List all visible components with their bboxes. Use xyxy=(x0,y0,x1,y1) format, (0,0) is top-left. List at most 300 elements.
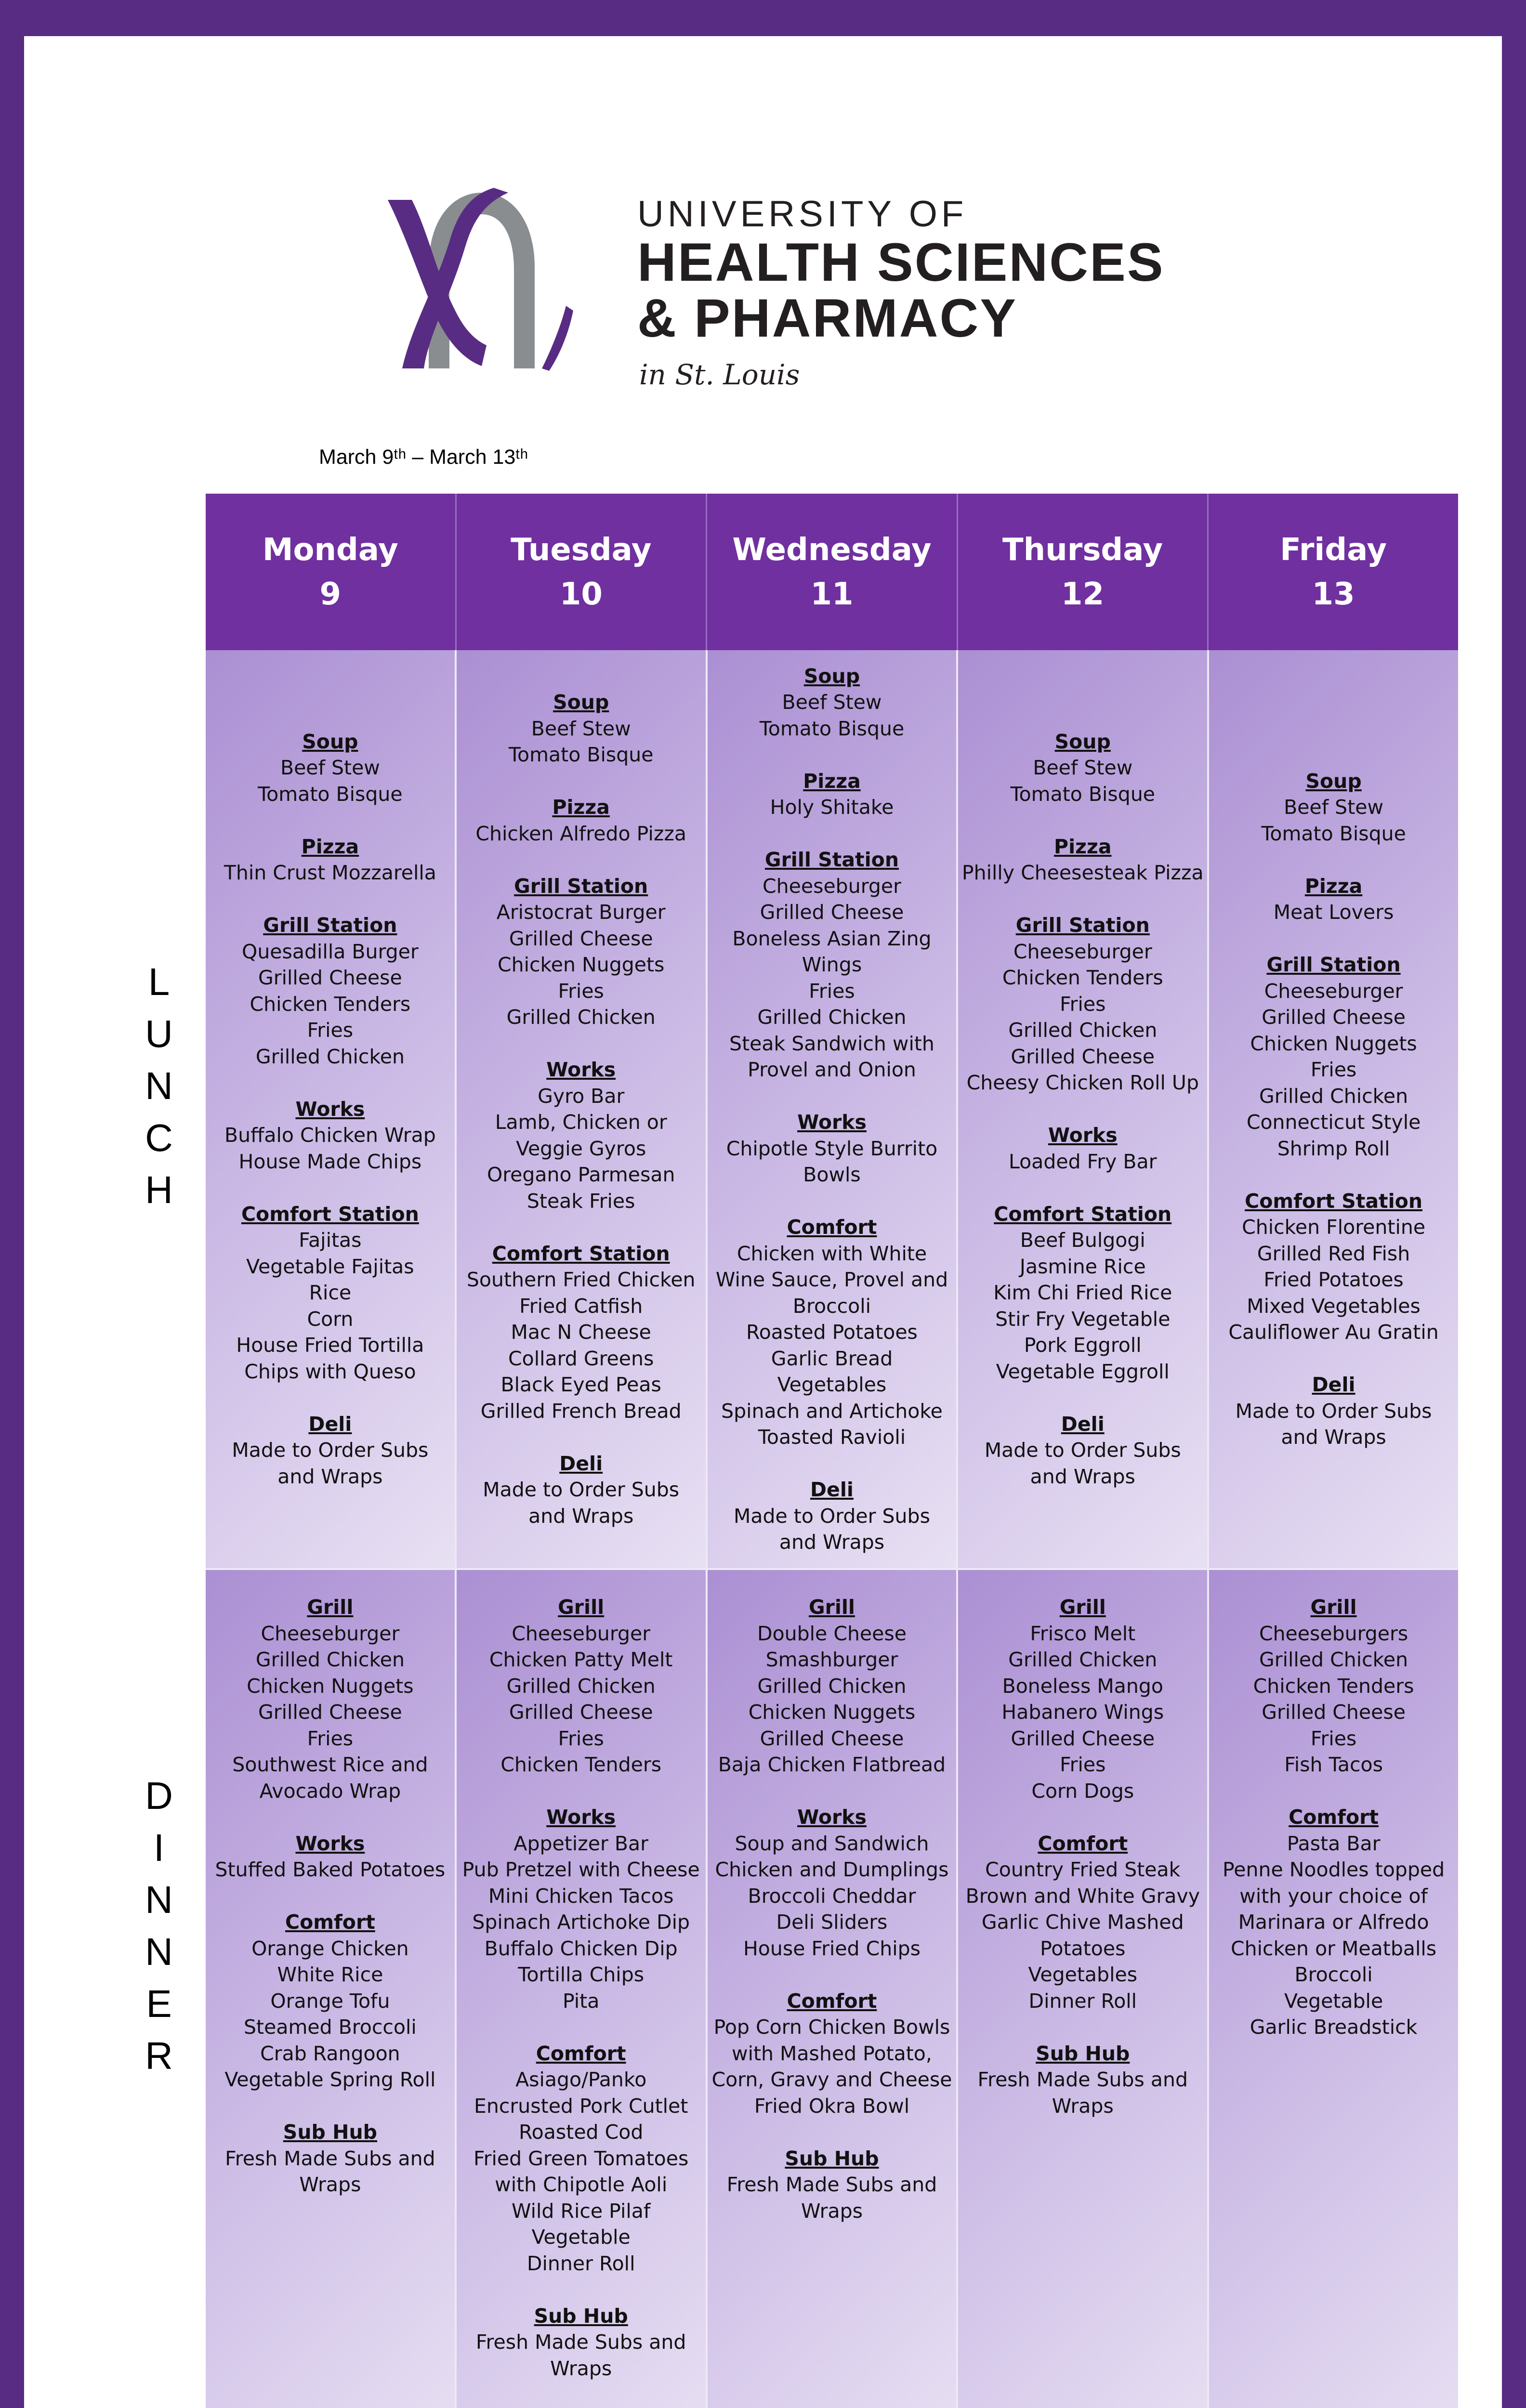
menu-section xyxy=(224,1201,436,1385)
menu-section xyxy=(716,1477,948,1556)
menu-item: Chicken Tenders xyxy=(250,992,411,1016)
station-title: Sub Hub xyxy=(1036,2042,1130,2065)
menu-item: Wraps xyxy=(299,2173,361,2196)
menu-item: Smashburger xyxy=(765,1648,898,1671)
menu-item: Grilled Chicken xyxy=(1259,1084,1408,1108)
day-number: 13 xyxy=(1312,576,1355,612)
station-title: Grill Station xyxy=(1266,953,1401,976)
row-label-letter: D xyxy=(145,1774,173,1817)
menu-section xyxy=(224,729,436,808)
station-title: Sub Hub xyxy=(283,2120,377,2144)
menu-sections xyxy=(966,1594,1200,2119)
logo-line-pharmacy: & PHARMACY xyxy=(637,288,1018,348)
station-title: Grill Station xyxy=(263,914,397,937)
menu-item: Beef Stew xyxy=(280,756,380,780)
menu-item: Chicken Florentine xyxy=(1242,1216,1426,1239)
station-title: Deli xyxy=(559,1452,603,1475)
menu-section xyxy=(462,1804,700,2014)
station-title: Comfort Station xyxy=(241,1202,419,1226)
lunch-cell xyxy=(708,650,959,1570)
station-title: Comfort xyxy=(787,1989,877,2013)
logo-line-university: UNIVERSITY OF xyxy=(637,194,968,235)
station-title: Comfort Station xyxy=(994,1202,1172,1226)
menu-section xyxy=(462,2041,700,2277)
menu-item: Fresh Made Subs and xyxy=(726,2173,937,2196)
station-title: Sub Hub xyxy=(534,2304,628,2328)
station-title: Grill Station xyxy=(764,848,899,871)
menu-item: Collard Greens xyxy=(508,1347,654,1370)
menu-item: Wraps xyxy=(550,2356,612,2380)
station-title: Comfort xyxy=(1289,1806,1379,1829)
station-title: Soup xyxy=(1305,769,1362,793)
menu-item: Corn, Gravy and Cheese xyxy=(711,2068,952,2091)
station-title: Works xyxy=(546,1058,616,1081)
menu-section xyxy=(962,729,1204,808)
menu-item: Grilled Cheese xyxy=(760,1727,904,1750)
menu-item: Grilled Chicken xyxy=(1259,1648,1408,1671)
menu-item: House Made Chips xyxy=(238,1150,422,1173)
menu-item: Grilled Cheese xyxy=(1011,1045,1155,1068)
menu-item: Vegetable xyxy=(531,2225,631,2249)
menu-item: Grilled Cheese xyxy=(509,927,653,950)
menu-item: Grilled Chicken xyxy=(757,1674,907,1698)
menu-item: Frisco Melt xyxy=(1030,1622,1136,1645)
menu-item: Corn xyxy=(307,1307,354,1331)
menu-item: Fries xyxy=(558,1727,604,1750)
menu-section xyxy=(962,1122,1204,1175)
menu-item: Cauliflower Au Gratin xyxy=(1228,1321,1439,1344)
station-title: Grill xyxy=(1310,1596,1357,1619)
menu-item: Country Fried Steak xyxy=(985,1858,1181,1881)
menu-section xyxy=(467,873,696,1031)
logo-wordmark xyxy=(637,195,1165,396)
station-title: Comfort Station xyxy=(492,1242,670,1265)
menu-item: Bowls xyxy=(803,1163,861,1186)
menu-item: Thin Crust Mozzarella xyxy=(224,861,436,885)
menu-section xyxy=(224,912,436,1070)
menu-item: Fries xyxy=(1310,1058,1357,1081)
menu-section xyxy=(966,1594,1200,1804)
menu-item: Chicken Tenders xyxy=(1253,1674,1414,1698)
menu-item: Gyro Bar xyxy=(538,1084,625,1108)
menu-item: Broccoli xyxy=(1294,1963,1373,1986)
menu-section xyxy=(1228,952,1438,1162)
menu-item: Baja Chicken Flatbread xyxy=(718,1753,946,1776)
menu-item: Pita xyxy=(562,1989,600,2013)
menu-item: Boneless Mango xyxy=(1002,1674,1163,1698)
university-logo xyxy=(383,166,1183,417)
menu-item: Mini Chicken Tacos xyxy=(488,1884,674,1908)
menu-item: Encrusted Pork Cutlet xyxy=(474,2094,688,2118)
menu-section xyxy=(716,1109,948,1188)
menu-item: and Wraps xyxy=(779,1531,885,1554)
menu-item: Fries xyxy=(1060,1753,1106,1776)
menu-item: Shrimp Roll xyxy=(1277,1137,1390,1160)
menu-item: and Wraps xyxy=(1281,1426,1386,1449)
lunch-label xyxy=(135,956,183,1216)
day-header xyxy=(958,494,1209,650)
menu-item: Cheeseburger xyxy=(1264,979,1403,1003)
menu-item: Fried Potatoes xyxy=(1263,1268,1404,1291)
menu-section xyxy=(716,768,948,821)
menu-item: Appetizer Bar xyxy=(513,1832,648,1855)
menu-item: Vegetables xyxy=(777,1373,887,1396)
menu-section xyxy=(1228,873,1438,926)
dinner-cell xyxy=(457,1570,708,2408)
menu-item: Beef Stew xyxy=(1033,756,1133,780)
menu-item: Fries xyxy=(1060,992,1106,1016)
menu-section xyxy=(224,834,436,886)
menu-item: Cheeseburgers xyxy=(1259,1622,1408,1645)
station-title: Soup xyxy=(553,691,609,714)
station-title: Pizza xyxy=(803,769,861,793)
menu-item: Deli Sliders xyxy=(776,1911,888,1934)
menu-item: Grilled Chicken xyxy=(506,1006,656,1029)
menu-item: Beef Bulgogi xyxy=(1020,1229,1145,1252)
day-header-row xyxy=(206,494,1458,650)
menu-item: Dinner Roll xyxy=(526,2251,635,2275)
menu-item: Tomato Bisque xyxy=(258,782,403,806)
menu-section xyxy=(962,912,1204,1096)
menu-section xyxy=(1223,1804,1445,2041)
menu-grid xyxy=(206,494,1458,2408)
logo-mark-icon xyxy=(383,166,576,378)
menu-item: Spinach Artichoke Dip xyxy=(472,1911,690,1934)
menu-section xyxy=(966,2041,1200,2120)
logo-line-location: in St. Louis xyxy=(639,358,800,391)
menu-item: Fresh Made Subs and xyxy=(225,2146,435,2170)
menu-item: Vegetable Eggroll xyxy=(996,1360,1170,1383)
menu-item: Aristocrat Burger xyxy=(496,901,666,924)
menu-item: Loaded Fry Bar xyxy=(1009,1150,1157,1173)
menu-item: and Wraps xyxy=(277,1465,383,1488)
menu-item: Made to Order Subs xyxy=(1235,1399,1432,1423)
menu-section xyxy=(962,834,1204,886)
menu-section xyxy=(215,1909,446,2093)
menu-item: Broccoli xyxy=(792,1294,871,1318)
menu-item: Soup and Sandwich xyxy=(735,1832,929,1855)
day-number: 12 xyxy=(1061,576,1105,612)
menu-sections xyxy=(215,1594,446,2198)
menu-section xyxy=(716,847,948,1083)
menu-sections xyxy=(467,689,696,1529)
menu-item: Lamb, Chicken or xyxy=(495,1111,667,1134)
menu-item: White Rice xyxy=(277,1963,383,1986)
station-title: Grill xyxy=(307,1596,354,1619)
menu-item: Orange Tofu xyxy=(270,1989,390,2013)
menu-section xyxy=(966,1831,1200,2015)
menu-item: Grilled Cheese xyxy=(1011,1727,1155,1750)
menu-item: Grilled Cheese xyxy=(1262,1701,1406,1724)
menu-sections xyxy=(462,1594,700,2382)
menu-item: Pork Eggroll xyxy=(1024,1334,1142,1357)
menu-item: Made to Order Subs xyxy=(483,1478,680,1501)
menu-item: Grilled Chicken xyxy=(1008,1648,1158,1671)
menu-item: Chipotle Style Burrito xyxy=(726,1137,938,1160)
menu-item: Grilled Cheese xyxy=(258,1701,402,1724)
station-title: Comfort xyxy=(787,1216,877,1239)
menu-item: Chicken or Meatballs xyxy=(1231,1937,1437,1960)
menu-item: Cheeseburger xyxy=(763,874,901,898)
menu-item: Garlic Chive Mashed xyxy=(981,1911,1184,1934)
menu-item: Fries xyxy=(307,1727,354,1750)
menu-item: Mixed Vegetables xyxy=(1247,1294,1421,1318)
menu-item: Grilled Cheese xyxy=(1262,1006,1406,1029)
menu-item: Kim Chi Fried Rice xyxy=(993,1281,1172,1305)
menu-sections xyxy=(224,729,436,1490)
menu-item: Vegetable Fajitas xyxy=(246,1255,414,1278)
row-label-letter: C xyxy=(145,1116,173,1159)
station-title: Grill xyxy=(808,1596,855,1619)
menu-item: Grilled Cheese xyxy=(509,1701,653,1724)
dinner-label xyxy=(135,1770,183,2082)
menu-item: Fried Catfish xyxy=(519,1294,643,1318)
menu-item: Grilled Cheese xyxy=(760,901,904,924)
station-title: Comfort xyxy=(285,1911,375,1934)
station-title: Grill Station xyxy=(1015,914,1150,937)
menu-section xyxy=(1223,1594,1445,1778)
station-title: Deli xyxy=(1312,1373,1355,1396)
menu-item: Chicken Nuggets xyxy=(497,953,665,976)
menu-item: Connecticut Style xyxy=(1246,1111,1421,1134)
menu-item: Steak Sandwich with xyxy=(729,1032,934,1055)
menu-item: Wraps xyxy=(801,2199,863,2223)
menu-item: Buffalo Chicken Wrap xyxy=(224,1124,436,1147)
menu-item: Quesadilla Burger xyxy=(242,940,419,963)
row-label-letter: I xyxy=(153,1826,165,1869)
row-label-letter: N xyxy=(145,1878,173,1921)
day-header xyxy=(707,494,958,650)
lunch-row xyxy=(206,650,1458,1570)
menu-section xyxy=(1228,768,1438,847)
menu-section xyxy=(467,1057,696,1214)
menu-item: Pasta Bar xyxy=(1287,1832,1381,1855)
menu-item: Orange Chicken xyxy=(251,1937,409,1960)
menu-item: Pop Corn Chicken Bowls xyxy=(713,2015,950,2039)
date-range: March 9ᵗʰ – March 13ᵗʰ xyxy=(319,445,528,469)
menu-item: Wild Rice Pilaf xyxy=(512,2199,651,2223)
menu-item: Made to Order Subs xyxy=(734,1504,930,1528)
menu-item: Made to Order Subs xyxy=(984,1439,1181,1462)
menu-sections xyxy=(1223,1594,1445,2041)
menu-item: Marinara or Alfredo xyxy=(1238,1911,1429,1934)
menu-item: Cheeseburger xyxy=(512,1622,651,1645)
menu-item: Fries xyxy=(307,1019,354,1042)
menu-page xyxy=(24,36,1502,2408)
station-title: Soup xyxy=(302,730,358,753)
menu-section xyxy=(716,1214,948,1451)
menu-item: Dinner Roll xyxy=(1028,1989,1137,2013)
day-header xyxy=(1209,494,1458,650)
menu-item: Grilled Red Fish xyxy=(1257,1242,1410,1265)
station-title: Soup xyxy=(803,664,860,688)
menu-item: House Fried Tortilla xyxy=(236,1334,424,1357)
menu-item: Fish Tacos xyxy=(1284,1753,1383,1776)
menu-section xyxy=(711,1594,952,1778)
menu-section xyxy=(467,1451,696,1530)
menu-item: House Fried Chips xyxy=(743,1937,921,1960)
station-title: Sub Hub xyxy=(785,2146,879,2170)
menu-item: Vegetable xyxy=(1284,1989,1383,2013)
station-title: Works xyxy=(546,1806,616,1829)
menu-item: Tomato Bisque xyxy=(759,717,905,740)
menu-item: Grilled Chicken xyxy=(757,1006,907,1029)
menu-item: Black Eyed Peas xyxy=(500,1373,661,1396)
menu-item: Garlic Bread xyxy=(771,1347,893,1370)
menu-item: Corn Dogs xyxy=(1031,1779,1134,1803)
menu-item: Grilled Chicken xyxy=(506,1674,656,1698)
station-title: Grill xyxy=(558,1596,605,1619)
menu-item: Tortilla Chips xyxy=(518,1963,645,1986)
menu-item: with your choice of xyxy=(1239,1884,1428,1908)
menu-item: Made to Order Subs xyxy=(232,1439,429,1462)
menu-section xyxy=(215,2119,446,2198)
menu-item: Grilled Chicken xyxy=(255,1648,405,1671)
menu-item: Cheeseburger xyxy=(261,1622,400,1645)
menu-item: Stir Fry Vegetable xyxy=(995,1307,1171,1331)
station-title: Pizza xyxy=(552,796,610,819)
menu-section xyxy=(1228,1188,1438,1346)
day-number: 11 xyxy=(810,576,854,612)
day-name: Monday xyxy=(262,532,398,568)
lunch-cell xyxy=(958,650,1209,1570)
menu-section xyxy=(462,1594,700,1778)
menu-section xyxy=(462,2303,700,2382)
menu-item: Chicken with White xyxy=(737,1242,927,1265)
menu-item: Fries xyxy=(809,979,855,1003)
station-title: Deli xyxy=(810,1478,854,1501)
station-title: Works xyxy=(797,1806,867,1829)
station-title: Works xyxy=(295,1832,365,1855)
menu-item: Brown and White Gravy xyxy=(965,1884,1200,1908)
station-title: Works xyxy=(1048,1124,1118,1147)
menu-sections xyxy=(962,729,1204,1490)
menu-item: Avocado Wrap xyxy=(259,1779,401,1803)
menu-item: Veggie Gyros xyxy=(516,1137,646,1160)
menu-item: Crab Rangoon xyxy=(260,2042,400,2065)
menu-item: Double Cheese xyxy=(757,1622,907,1645)
station-title: Grill Station xyxy=(514,874,648,898)
menu-item: Potatoes xyxy=(1040,1937,1126,1960)
menu-item: Fried Green Tomatoes xyxy=(474,2146,689,2170)
day-number: 10 xyxy=(559,576,603,612)
dinner-cell xyxy=(1209,1570,1458,2408)
menu-item: Garlic Breadstick xyxy=(1250,2015,1418,2039)
station-title: Pizza xyxy=(1054,835,1112,858)
menu-item: Southwest Rice and xyxy=(232,1753,428,1776)
menu-item: and Wraps xyxy=(1030,1465,1135,1488)
menu-item: Grilled Cheese xyxy=(258,966,402,990)
menu-item: Fresh Made Subs and xyxy=(977,2068,1188,2091)
menu-item: Oregano Parmesan xyxy=(487,1163,675,1186)
menu-item: Fresh Made Subs and xyxy=(475,2330,686,2354)
menu-item: Toasted Ravioli xyxy=(758,1426,906,1449)
menu-item: Jasmine Rice xyxy=(1019,1255,1146,1278)
station-title: Grill xyxy=(1059,1596,1106,1619)
station-title: Pizza xyxy=(1304,874,1363,898)
row-label-letter: R xyxy=(145,2034,173,2077)
menu-item: Buffalo Chicken Dip xyxy=(484,1937,678,1960)
menu-sections xyxy=(716,663,948,1556)
menu-item: Provel and Onion xyxy=(748,1058,916,1081)
menu-item: Fajitas xyxy=(299,1229,362,1252)
menu-item: Beef Stew xyxy=(1284,796,1384,819)
menu-item: Vegetable Spring Roll xyxy=(224,2068,436,2091)
menu-item: Penne Noodles topped xyxy=(1223,1858,1445,1881)
menu-item: Cheesy Chicken Roll Up xyxy=(966,1071,1199,1095)
row-label-letter: L xyxy=(148,960,170,1003)
station-title: Works xyxy=(295,1097,365,1121)
menu-section xyxy=(467,689,696,768)
lunch-cell xyxy=(1209,650,1458,1570)
menu-section xyxy=(962,1411,1204,1490)
station-title: Deli xyxy=(308,1412,352,1436)
menu-section xyxy=(716,663,948,742)
day-name: Friday xyxy=(1280,532,1387,568)
menu-item: Tomato Bisque xyxy=(1010,782,1156,806)
menu-item: Mac N Cheese xyxy=(511,1321,651,1344)
menu-item: Roasted Potatoes xyxy=(746,1321,918,1344)
menu-item: Spinach and Artichoke xyxy=(721,1399,943,1423)
menu-section xyxy=(224,1411,436,1490)
menu-item: Rice xyxy=(309,1281,352,1305)
menu-item: Roasted Cod xyxy=(519,2120,644,2144)
station-title: Pizza xyxy=(301,835,359,858)
menu-item: Chicken Nuggets xyxy=(247,1674,414,1698)
menu-item: Steamed Broccoli xyxy=(244,2015,417,2039)
menu-item: Beef Stew xyxy=(782,691,882,714)
dinner-cell xyxy=(708,1570,959,2408)
station-title: Comfort xyxy=(1038,1832,1128,1855)
menu-item: Tomato Bisque xyxy=(1261,822,1406,845)
menu-item: Holy Shitake xyxy=(770,796,894,819)
menu-section xyxy=(711,1988,952,2120)
menu-section xyxy=(467,1241,696,1425)
menu-item: Chicken Tenders xyxy=(1002,966,1163,990)
row-label-letter: N xyxy=(145,1930,173,1973)
day-name: Tuesday xyxy=(511,532,652,568)
menu-item: Chicken and Dumplings xyxy=(715,1858,949,1881)
logo-line-health-sciences: HEALTH SCIENCES xyxy=(637,232,1165,292)
menu-item: Grilled Chicken xyxy=(1008,1019,1158,1042)
day-name: Wednesday xyxy=(732,532,932,568)
menu-item: Beef Stew xyxy=(531,717,631,740)
menu-item: and Wraps xyxy=(528,1504,634,1528)
row-label-letter: U xyxy=(145,1012,173,1055)
station-title: Comfort Station xyxy=(1245,1189,1423,1213)
menu-item: Chicken Nuggets xyxy=(748,1701,916,1724)
menu-item: Steak Fries xyxy=(526,1189,635,1213)
menu-item: Wings xyxy=(802,953,862,976)
menu-item: Southern Fried Chicken xyxy=(466,1268,696,1291)
menu-item: Cheeseburger xyxy=(1013,940,1152,963)
menu-section xyxy=(711,2146,952,2225)
station-title: Deli xyxy=(1061,1412,1105,1436)
menu-section xyxy=(224,1096,436,1175)
menu-section xyxy=(711,1804,952,1962)
menu-item: Tomato Bisque xyxy=(508,743,654,766)
menu-section xyxy=(215,1831,446,1883)
menu-item: Fries xyxy=(558,979,604,1003)
dinner-cell xyxy=(206,1570,457,2408)
menu-item: Habanero Wings xyxy=(1001,1701,1164,1724)
menu-item: Wraps xyxy=(1052,2094,1114,2118)
menu-item: Chicken Tenders xyxy=(500,1753,662,1776)
menu-item: Chicken Patty Melt xyxy=(489,1648,673,1671)
row-label-letter: N xyxy=(145,1064,173,1107)
day-header xyxy=(457,494,708,650)
menu-item: Wine Sauce, Provel and xyxy=(715,1268,948,1291)
